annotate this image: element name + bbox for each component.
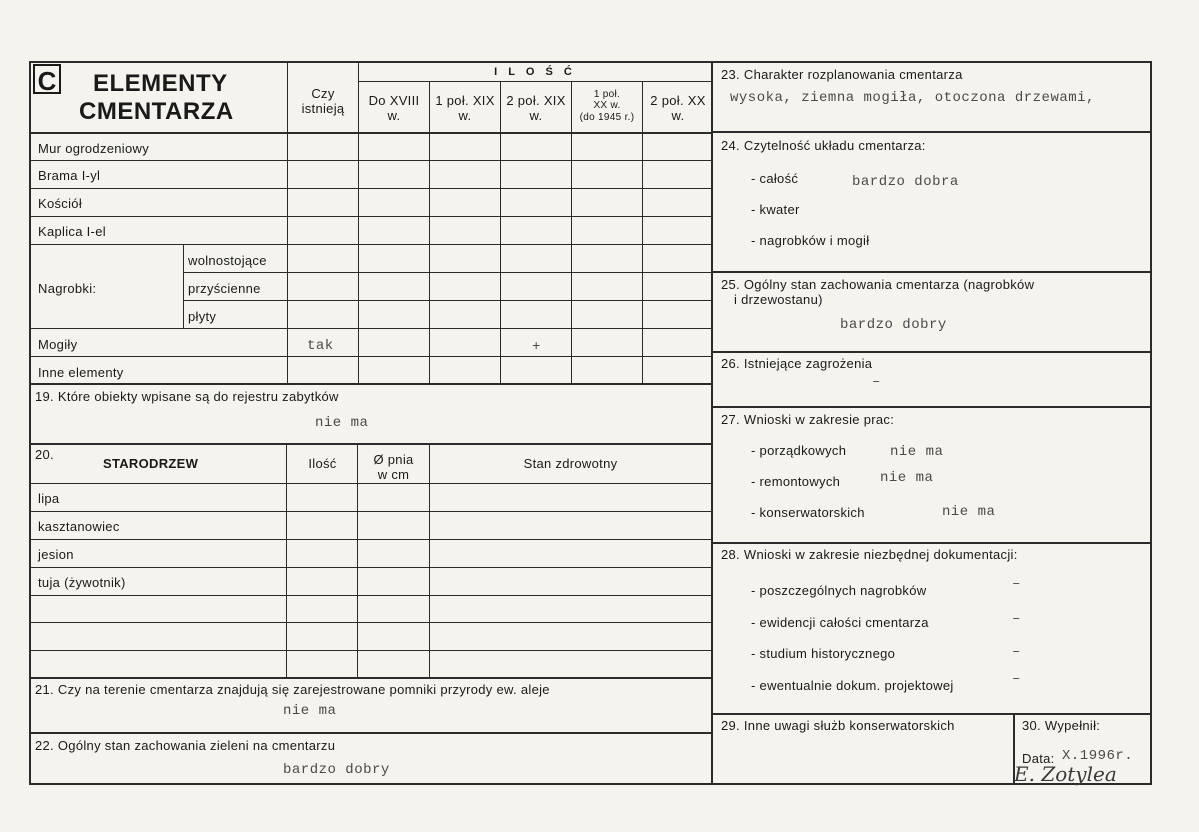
- q24-kwater: - kwater: [751, 202, 800, 217]
- tree-name: tuja (żywotnik): [38, 575, 126, 590]
- q23-answer: wysoka, ziemna mogiła, otoczona drzewami,: [730, 90, 1095, 106]
- q24-bottom: [713, 271, 1151, 273]
- tree-col-line: [357, 443, 358, 678]
- q30-date: X.1996r.: [1062, 748, 1134, 764]
- col-line-1: [358, 61, 359, 384]
- q20-ilosc: Ilość: [308, 456, 337, 471]
- row-line: [29, 188, 713, 189]
- col-header-1: Do XVIII w.: [368, 93, 420, 123]
- q27-porz: - porządkowych: [751, 443, 847, 458]
- header-bottom: [29, 132, 713, 134]
- nagrobki-divider: [183, 244, 184, 328]
- border-top: [29, 61, 1152, 63]
- q28-dash: –: [1012, 611, 1021, 627]
- q27-label: 27. Wnioski w zakresie prac:: [721, 412, 895, 427]
- q25-label-1: 25. Ogólny stan zachowania cmentarza (nagrobków: [721, 277, 1035, 292]
- col-line-4: [571, 81, 572, 384]
- q26-answer: –: [872, 374, 881, 390]
- q20-stan: Stan zdrowotny: [523, 456, 618, 471]
- col-line-5: [642, 81, 643, 384]
- col-line-3: [500, 81, 501, 384]
- section-title-1: ELEMENTY: [93, 70, 228, 97]
- q27-rem: - remontowych: [751, 474, 841, 489]
- tree-row-line: [29, 677, 713, 679]
- row-line: [29, 328, 713, 329]
- mogily-mark: +: [532, 339, 541, 355]
- row-inne: Inne elementy: [38, 365, 124, 380]
- col-header-3: 2 poł. XIX w.: [506, 93, 566, 123]
- q30-signature: E. Zotylea: [1014, 762, 1117, 786]
- q24-calosc: - całość: [751, 171, 799, 186]
- row-line: [29, 160, 713, 161]
- q20-number: 20.: [35, 447, 54, 462]
- tree-row-line: [29, 622, 713, 623]
- col-exists-header: Czy istnieją: [301, 86, 345, 116]
- col-header-4c: (do 1945 r.): [579, 112, 635, 123]
- q29-label: 29. Inne uwagi służb konserwatorskich: [721, 718, 955, 733]
- row-przyscienne: przyścienne: [188, 281, 261, 296]
- q30-data-label: Data:: [1022, 751, 1055, 766]
- q27-kons: - konserwatorskich: [751, 505, 865, 520]
- ilosc-line: [358, 81, 712, 82]
- q23-label: 23. Charakter rozplanowania cmentarza: [721, 67, 963, 82]
- tree-row-line: [29, 539, 713, 540]
- q27-bottom: [713, 542, 1151, 544]
- tree-row-line: [29, 595, 713, 596]
- col-header-4b: XX w.: [593, 100, 621, 111]
- ilosc-header: I L O Ś Ć: [494, 66, 576, 78]
- row-mur: Mur ogrodzeniowy: [38, 141, 150, 156]
- q20-title: STARODRZEW: [103, 456, 199, 471]
- row-kosciol: Kościół: [38, 196, 83, 211]
- row-line: [183, 272, 713, 273]
- q22-answer: bardzo dobry: [283, 762, 390, 778]
- row-nagrobki: Nagrobki:: [38, 281, 97, 296]
- q28-item: - studium historycznego: [751, 646, 896, 661]
- row-line: [29, 356, 713, 357]
- col-line-2: [429, 81, 430, 384]
- section-title-2: CMENTARZA: [79, 98, 234, 125]
- q25-label-2: i drzewostanu): [734, 292, 823, 307]
- q21-label: 21. Czy na terenie cmentarza znajdują się zarejestrowane pomniki przyrody ew. aleje: [35, 682, 550, 697]
- col-header-4a: 1 poł.: [593, 89, 621, 100]
- tree-name: kasztanowiec: [38, 519, 120, 534]
- row-wolnostojace: wolnostojące: [188, 253, 267, 268]
- row-line: [29, 216, 713, 217]
- q28-item: - poszczególnych nagrobków: [751, 583, 927, 598]
- col-header-5: 2 poł. XX w.: [650, 93, 706, 123]
- tree-col-line: [286, 443, 287, 678]
- col-header-2: 1 poł. XIX w.: [435, 93, 495, 123]
- q24-label: 24. Czytelność układu cmentarza:: [721, 138, 926, 153]
- tree-name: jesion: [38, 547, 74, 562]
- section-letter: C: [33, 64, 61, 94]
- q24-calosc-answer: bardzo dobra: [852, 174, 959, 190]
- q28-bottom: [713, 713, 1151, 715]
- row-mogily: Mogiły: [38, 337, 78, 352]
- q28-label: 28. Wnioski w zakresie niezbędnej dokumentacji:: [721, 547, 1018, 562]
- tree-row-line: [29, 650, 713, 651]
- mogily-exists-value: tak: [307, 338, 334, 354]
- q21-bottom: [29, 732, 713, 734]
- q19-label: 19. Które obiekty wpisane są do rejestru zabytków: [35, 389, 339, 404]
- row-line: [183, 300, 713, 301]
- q28-item: - ewentualnie dokum. projektowej: [751, 678, 954, 693]
- q27-rem-answer: nie ma: [880, 470, 934, 486]
- tree-row-line: [29, 567, 713, 568]
- border-right: [1150, 61, 1152, 785]
- q24-nagrobkow: - nagrobków i mogił: [751, 233, 870, 248]
- tree-col-line: [429, 443, 430, 678]
- row-kaplica: Kaplica I-el: [38, 224, 106, 239]
- q28-dash: –: [1012, 671, 1021, 687]
- q19-answer: nie ma: [315, 415, 369, 431]
- q26-label: 26. Istniejące zagrożenia: [721, 356, 873, 371]
- row-brama: Brama I-yl: [38, 168, 101, 183]
- row-line: [29, 244, 713, 245]
- q28-dash: –: [1012, 644, 1021, 660]
- q26-bottom: [713, 406, 1151, 408]
- row-plyty: płyty: [188, 309, 217, 324]
- q28-dash: –: [1012, 576, 1021, 592]
- q28-item: - ewidencji całości cmentarza: [751, 615, 929, 630]
- tree-row-line: [29, 483, 713, 484]
- tree-name: lipa: [38, 491, 60, 506]
- q19-bottom: [29, 443, 713, 445]
- border-bottom: [29, 783, 1152, 785]
- q25-bottom: [713, 351, 1151, 353]
- q25-answer: bardzo dobry: [840, 317, 947, 333]
- q27-kons-answer: nie ma: [942, 504, 996, 520]
- q23-bottom: [713, 131, 1151, 133]
- q20-wcm: w cm: [377, 467, 410, 482]
- q30-label: 30. Wypełnił:: [1022, 718, 1101, 733]
- row-line: [29, 383, 713, 385]
- q22-label: 22. Ogólny stan zachowania zieleni na cmentarzu: [35, 738, 336, 753]
- q20-pnia: Ø pnia: [373, 452, 414, 467]
- tree-row-line: [29, 511, 713, 512]
- q21-answer: nie ma: [283, 703, 337, 719]
- q27-porz-answer: nie ma: [890, 444, 944, 460]
